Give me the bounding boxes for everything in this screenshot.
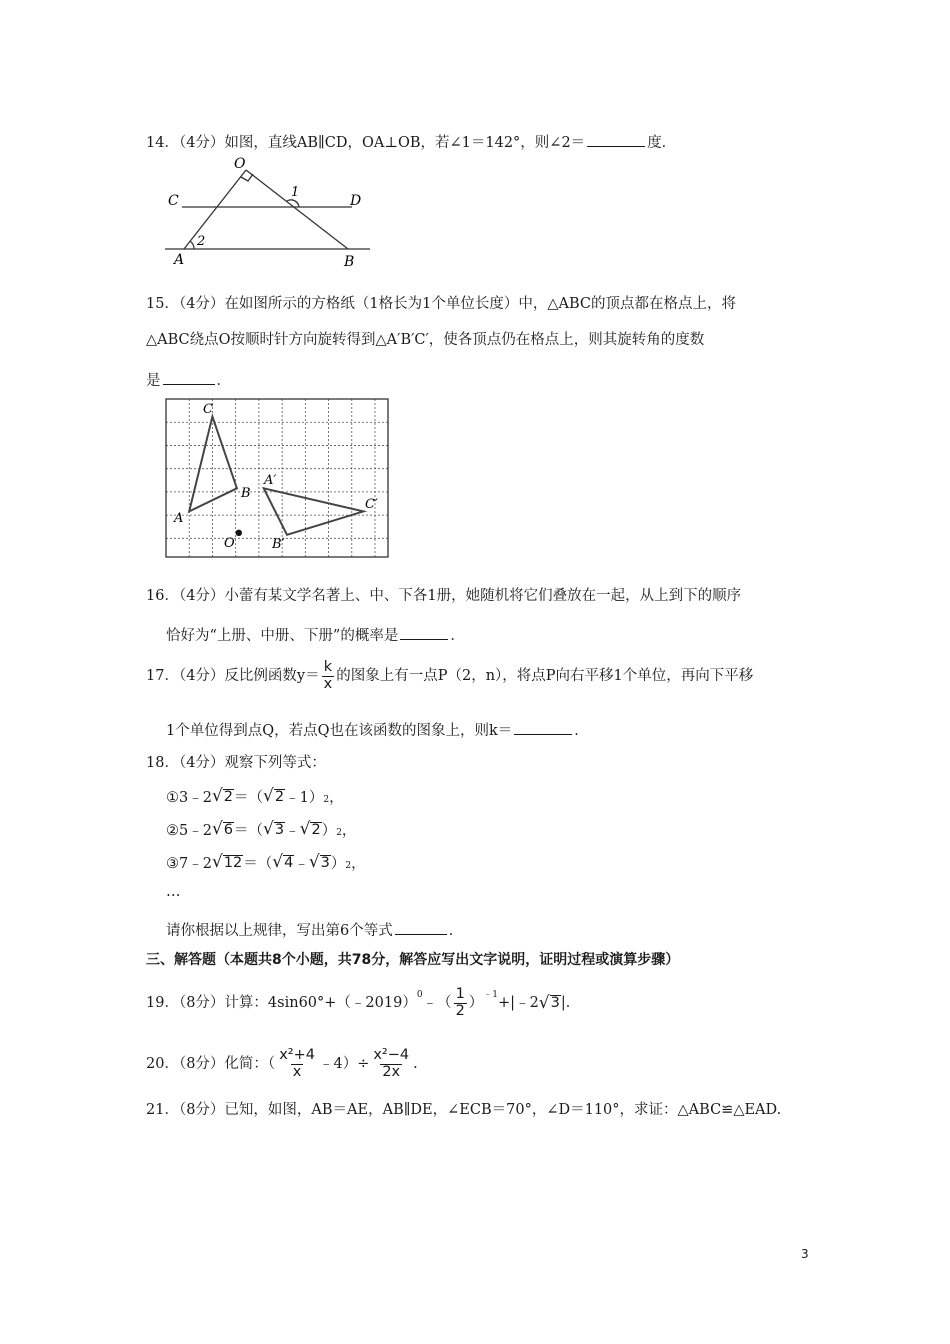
fraction-numerator: x²−4: [373, 1046, 410, 1063]
fraction-denominator: x: [323, 675, 333, 692]
q14-figure: [160, 152, 380, 272]
grid-lines: [166, 399, 388, 557]
label-c: C: [203, 402, 213, 417]
question-20: [146, 1042, 418, 1086]
label-a: A: [174, 511, 184, 526]
eq2-end: ，: [341, 822, 357, 839]
question-19: [146, 985, 580, 1021]
label-c: C: [168, 193, 179, 209]
sqrt: √ 3: [263, 819, 285, 839]
exponent-neg-one: ﹣1: [483, 990, 499, 1000]
label-o: O: [234, 156, 246, 172]
sqrt-arg: 2: [223, 788, 234, 805]
q15-line-2: △ABC绕点O按顺时针方向旋转得到△A′B′C′，使各顶点仍在格点上，则其旋转角的度数: [146, 332, 705, 348]
segment-ob: [246, 170, 348, 249]
sqrt-arg: 6: [223, 821, 234, 838]
q16-line-2: [166, 625, 465, 644]
eq3-part-a: ③7﹣2: [166, 855, 212, 872]
label-a-prime: A′: [264, 473, 277, 488]
q17-suffix: 的图象上有一点P（2，n），将点P向右平移1个单位，再向下平移: [336, 667, 754, 684]
q15-line-3: [146, 370, 231, 389]
eq3-part-d: ）: [330, 855, 346, 872]
q18-equation-2: [166, 816, 356, 838]
triangle-a1b1c1: [264, 488, 364, 535]
q17-line-2-end: ．: [574, 723, 589, 739]
q14-text: 14．（4分）如图，直线AB∥CD，OA⊥OB，若∠1＝142°，则∠2＝: [146, 135, 586, 151]
q17-fraction: [322, 660, 335, 693]
q15-line-3-text: 是: [146, 373, 161, 389]
fraction-numerator: 1: [455, 985, 465, 1002]
label-o: O: [224, 536, 235, 551]
eq2-part-d: ）: [321, 822, 337, 839]
grid-border: [166, 399, 388, 557]
q20-fraction-1: [277, 1048, 317, 1081]
q18-title: 18．（4分）观察下列等式：: [146, 755, 326, 771]
fraction-denominator: x: [292, 1063, 302, 1080]
sqrt: √ 3: [308, 852, 330, 872]
q20-fraction-2: [371, 1048, 411, 1081]
q16-line-1: 16．（4分）小蕾有某文学名著上、中、下各1册，她随机将它们叠放在一起，从上到下的顺序: [146, 588, 742, 604]
sqrt: √ 2: [299, 819, 321, 839]
angle-2-arc: [190, 241, 194, 249]
sqrt: √ 2: [211, 786, 234, 806]
exponent-zero: 0: [416, 990, 423, 1000]
q18-ask-text: 请你根据以上规律，写出第6个等式: [166, 923, 393, 939]
sqrt-arg: 3: [274, 821, 285, 838]
label-angle-2: 2: [197, 234, 206, 249]
eq3-end: ，: [351, 855, 366, 872]
fraction-denominator: 2x: [382, 1063, 401, 1080]
q20-mid: ﹣4）÷: [318, 1055, 370, 1072]
eq2-part-c: ﹣: [285, 822, 300, 839]
q17-answer-blank[interactable]: [514, 720, 572, 735]
sqrt: √ 12: [211, 852, 243, 872]
eq3-part-c: ﹣: [294, 855, 309, 872]
q16-answer-blank[interactable]: [400, 625, 448, 640]
q19-mid: ﹣（: [422, 994, 452, 1011]
eq3-part-b: ＝（: [243, 855, 273, 872]
sqrt-arg: 3: [550, 995, 560, 1012]
q18-ask: [166, 920, 463, 939]
sqrt-arg: 2: [274, 788, 285, 805]
q20-end: .: [413, 1055, 418, 1072]
q15-grid-figure: [160, 396, 392, 560]
q16-line-2-end: ．: [450, 628, 465, 644]
fraction-denominator: 2: [455, 1002, 465, 1019]
q17-text: 17．（4分）反比例函数y＝: [146, 667, 320, 684]
section-3-heading: 三、解答题（本题共8个小题，共78分，解答应写出文字说明，证明过程或演算步骤）: [146, 952, 680, 968]
question-14: [146, 132, 676, 151]
q19-fraction: [454, 987, 467, 1020]
fraction-numerator: x²+4: [279, 1046, 315, 1063]
label-b: B: [241, 486, 251, 501]
eq2-part-a: ②5﹣2: [166, 822, 212, 839]
q19-text: 19．（8分）计算：4sin60°+（﹣2019）: [146, 994, 417, 1011]
sqrt: √ 3: [538, 992, 560, 1013]
q15-answer-blank[interactable]: [163, 370, 215, 385]
q19-abs: +|﹣2: [498, 994, 539, 1011]
q20-text: 20．（8分）化简：（: [146, 1055, 276, 1072]
q18-ellipsis: …: [166, 884, 181, 900]
q15-line-1: 15．（4分）在如图所示的方格纸（1格长为1个单位长度）中，△ABC的顶点都在格点上，将: [146, 296, 737, 312]
sqrt-arg: 4: [284, 854, 294, 871]
eq1-part-a: ①3﹣2: [166, 789, 212, 806]
q19-close-paren: ）: [468, 994, 484, 1011]
q17-line-2: [166, 720, 589, 739]
sqrt-arg: 3: [320, 854, 330, 871]
point-o: [236, 530, 242, 536]
eq2-part-b: ＝（: [234, 822, 264, 839]
q19-end: |．: [560, 994, 581, 1011]
q18-equation-1: [166, 783, 344, 805]
q18-ask-end: ．: [448, 923, 464, 939]
question-21: 21．（8分）已知，如图，AB＝AE，AB∥DE，∠ECB＝70°，∠D＝110°，求证：△ABC≌△EAD.: [146, 1102, 782, 1118]
q16-line-2-text: 恰好为“上册、中册、下册”的概率是: [166, 628, 399, 644]
label-b-prime: B′: [272, 537, 285, 552]
q14-answer-blank[interactable]: [587, 132, 645, 147]
sqrt: √ 4: [272, 852, 294, 872]
sqrt: √ 6: [211, 819, 234, 839]
label-d: D: [350, 193, 362, 209]
q14-suffix: 度．: [647, 135, 677, 151]
q18-answer-blank[interactable]: [395, 920, 447, 935]
q15-line-3-end: ．: [216, 373, 231, 389]
label-b: B: [344, 254, 355, 270]
exponent: 2: [345, 861, 352, 871]
q17-line-2-text: 1个单位得到点Q，若点Q也在该函数的图象上，则k＝: [166, 723, 513, 739]
segment-ao: [184, 170, 246, 249]
label-a: A: [174, 252, 185, 268]
fraction-numerator: k: [323, 658, 333, 675]
label-angle-1: 1: [291, 185, 300, 200]
exponent: 2: [323, 795, 330, 805]
triangle-abc: [189, 417, 237, 512]
eq1-part-b: ＝（: [234, 789, 264, 806]
sqrt-arg: 12: [223, 854, 243, 871]
eq1-end: ，: [329, 789, 344, 806]
sqrt: √ 2: [263, 786, 285, 806]
page-number: 3: [801, 1247, 809, 1261]
q18-equation-3: [166, 849, 366, 871]
exponent: 2: [336, 828, 342, 838]
q17-line-1: [146, 658, 753, 694]
eq1-part-c: ﹣1）: [285, 789, 324, 806]
label-c-prime: C′: [365, 497, 378, 512]
sqrt-arg: 2: [311, 821, 321, 838]
